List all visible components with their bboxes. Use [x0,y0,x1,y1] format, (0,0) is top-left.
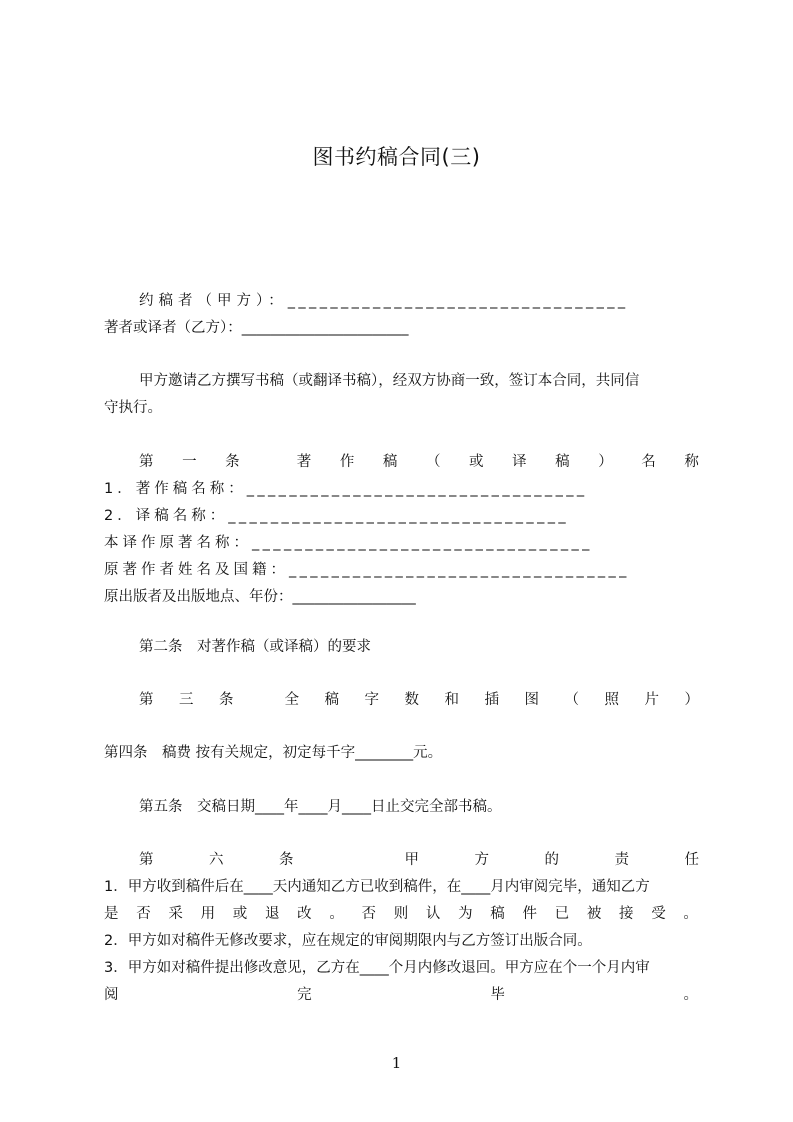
heading-char: 照 [604,692,619,708]
item-label: 本译作原著名称： [104,535,252,551]
char: 。 [329,906,344,922]
party-b-label: 著者或译者（乙方）： [104,320,242,336]
heading-char: 六 [209,852,224,868]
heading-char: ） [598,454,613,470]
heading-char: 稿 [324,692,339,708]
char: 。 [683,906,698,922]
month-blank: ____ [298,799,328,815]
char: 则 [393,906,409,922]
days-blank: ____ [243,879,273,895]
heading-char: 插 [484,692,499,708]
year-blank: ____ [255,799,284,815]
char: 为 [458,906,473,922]
heading-char: 甲 [404,852,419,868]
item-text: 1．甲方收到稿件后在 [104,879,244,895]
heading-char: 或 [469,454,484,470]
article-6-heading [139,849,699,871]
char: 否 [136,906,151,922]
char: 采 [168,906,183,922]
item-blank: ________________________________ [246,481,588,497]
party-a-blank: ________________________________ [287,293,629,309]
article-6-item-1 [104,876,698,898]
heading-char: 第 [139,852,154,868]
char: 改 [297,906,312,922]
heading-char: 的 [544,852,559,868]
heading-char: 和 [444,692,459,708]
heading-char: 条 [219,692,234,708]
char: 否 [361,906,376,922]
heading-char: 第 [139,692,154,708]
item-text: 3．甲方如对稿件提出修改意见，乙方在 [104,960,360,976]
heading-char: 著 [296,454,312,470]
party-b-blank: _______________________ [241,320,409,336]
article-4-unit: 元。 [413,745,443,761]
item-blank: _________________ [292,589,416,605]
heading-char: 一 [182,454,197,470]
heading-char: 称 [684,454,699,470]
article-5-tail: 日止交完全部书稿。 [371,799,502,815]
intro-line-2: 守执行。 [104,400,162,416]
heading-char: 名 [641,454,656,470]
heading-char: 译 [512,454,527,470]
article-1-item-5 [104,586,698,608]
heading-char: 数 [404,692,419,708]
char: 已 [554,906,570,922]
month-label: 月 [327,799,342,815]
heading-char: 作 [339,454,355,470]
party-b-line [104,317,698,339]
article-4-text: 第四条 稿费 按有关规定，初定每千字 [104,745,356,761]
heading-char: 任 [684,852,699,868]
char: 阅 [104,987,119,1003]
heading-char: ） [684,692,699,708]
months-blank: ____ [461,879,491,895]
item-label: 原出版者及出版地点、年份： [104,589,293,605]
year-label: 年 [284,799,299,815]
char: 用 [200,906,216,922]
intro-line-1: 甲方邀请乙方撰写书稿（或翻译书稿），经双方协商一致，签订本合同，共同信 [139,373,640,389]
char: 认 [425,906,441,922]
contract-title: 图书约稿合同(三) [312,145,481,169]
char: 是 [104,906,119,922]
heading-char: 条 [225,454,240,470]
article-6-item-3-continued [104,984,698,1006]
item-text: 月内审阅完毕，通知乙方 [490,879,650,895]
article-1-item-4 [104,559,698,581]
char: 毕 [490,987,505,1003]
heading-char: 方 [474,852,489,868]
heading-char: 责 [614,852,629,868]
char: 完 [297,987,312,1003]
article-5 [139,796,699,818]
fee-blank: ________ [355,745,414,761]
heading-char: 字 [364,692,379,708]
char: 。 [683,987,698,1003]
article-1-item-1 [104,478,698,500]
article-2: 第二条 对著作稿（或译稿）的要求 [139,639,371,655]
item-blank: ________________________________ [289,562,630,578]
heading-char: （ [425,454,441,470]
article-6-item-3 [104,957,698,979]
item-text: 个月内修改退回。甲方应在个一个月内审 [388,960,650,976]
article-1-heading [139,451,699,473]
heading-char: 稿 [555,454,570,470]
heading-char: 条 [279,852,294,868]
heading-char: 图 [524,692,539,708]
heading-char: 片 [644,692,659,708]
char: 或 [232,906,248,922]
char: 接 [619,906,634,922]
page-number: 1 [391,1054,402,1072]
item-blank: ________________________________ [228,508,570,524]
char: 退 [264,906,280,922]
char: 受 [651,906,666,922]
article-5-text: 第五条 交稿日期 [139,799,255,815]
item-text: 天内通知乙方已收到稿件，在 [272,879,462,895]
char: 稿 [490,906,505,922]
day-blank: ____ [342,799,371,815]
revision-months-blank: ____ [359,960,389,976]
article-4 [104,742,698,764]
item-label: 原著作者姓名及国籍： [104,562,289,578]
heading-char: 全 [284,692,299,708]
item-blank: ________________________________ [252,535,593,551]
heading-char: 三 [179,692,194,708]
article-6-item-2: 2．甲方如对稿件无修改要求，应在规定的审阅期限内与乙方签订出版合同。 [104,933,592,949]
item-label: 2．译稿名称： [104,508,229,524]
party-a-line [139,290,699,312]
article-1-item-3 [104,532,698,554]
article-3-heading [139,689,699,711]
char: 件 [522,906,537,922]
article-1-item-2 [104,505,698,527]
char: 被 [586,906,602,922]
heading-char: （ [564,692,579,708]
heading-char: 稿 [382,454,398,470]
heading-char: 第 [139,454,154,470]
article-6-item-1-continued [104,903,698,925]
party-a-label: 约稿者（甲方）： [139,293,288,309]
item-label: 1．著作稿名称： [104,481,247,497]
